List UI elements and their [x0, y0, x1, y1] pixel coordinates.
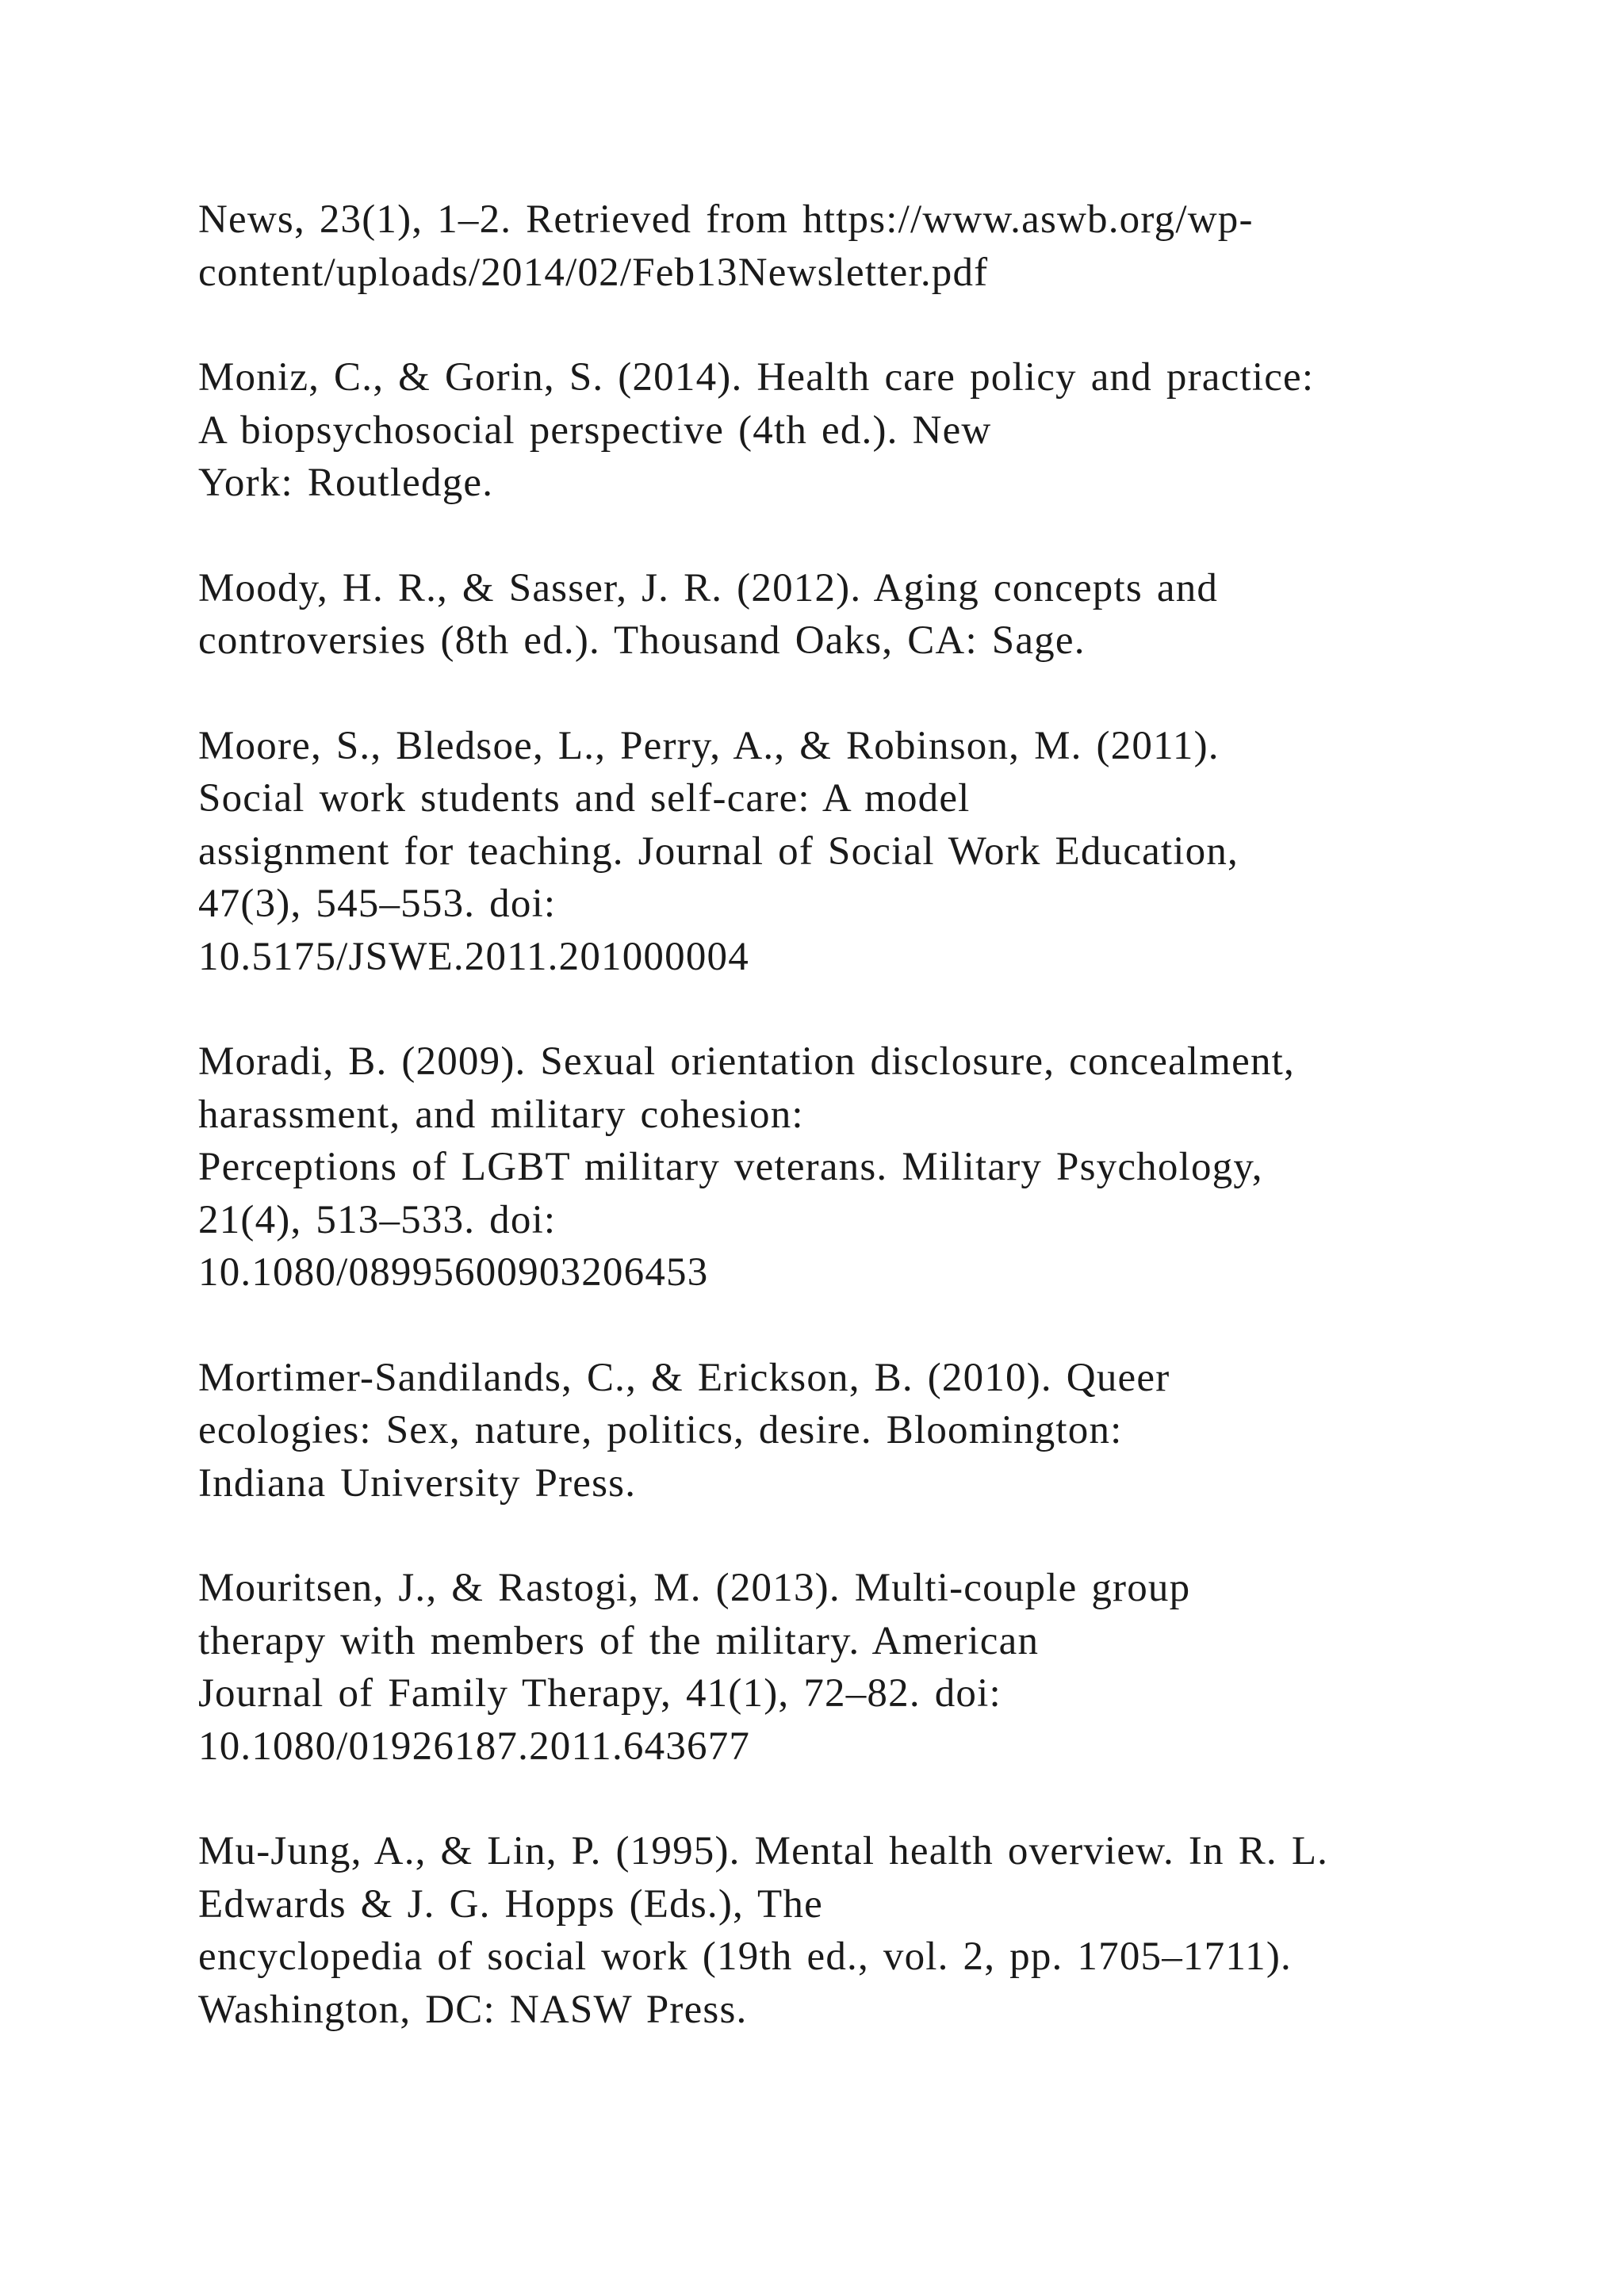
reference-line: Journal of Family Therapy, 41(1), 72–82. doi: — [198, 1671, 1002, 1716]
reference-line: encyclopedia of social work (19th ed., vol. 2, pp. 1705–1711). — [198, 1934, 1292, 1979]
reference-entry — [198, 1562, 1546, 1773]
reference-entry — [198, 193, 1546, 299]
reference-entry — [198, 720, 1546, 984]
reference-line: 47(3), 545–553. doi: — [198, 882, 557, 926]
reference-line: Social work students and self-care: A model — [198, 776, 971, 821]
reference-line: News, 23(1), 1–2. Retrieved from https://www.aswb.org/wp- — [198, 197, 1254, 242]
reference-line: Indiana University Press. — [198, 1460, 637, 1506]
reference-line: Moradi, B. (2009). Sexual orientation disclosure, concealment, — [198, 1039, 1295, 1084]
reference-line: Washington, DC: NASW Press. — [198, 1987, 748, 2032]
reference-line: 10.5175/JSWE.2011.201000004 — [198, 934, 749, 979]
reference-line: content/uploads/2014/02/Feb13Newsletter.pdf — [198, 250, 989, 295]
reference-entry — [198, 351, 1546, 510]
reference-line: 10.1080/01926187.2011.643677 — [198, 1724, 751, 1769]
reference-entry — [198, 1035, 1546, 1299]
reference-line: York: Routledge. — [198, 461, 494, 505]
reference-line: harassment, and military cohesion: — [198, 1092, 804, 1137]
reference-line: Mu-Jung, A., & Lin, P. (1995). Mental health overview. In R. L. — [198, 1829, 1329, 1873]
reference-line: Perceptions of LGBT military veterans. Military Psychology, — [198, 1145, 1263, 1189]
reference-entry — [198, 1825, 1546, 2036]
reference-line: assignment for teaching. Journal of Social Work Education, — [198, 828, 1239, 874]
reference-line: therapy with members of the military. American — [198, 1618, 1040, 1663]
reference-line: controversies (8th ed.). Thousand Oaks, CA: Sage. — [198, 618, 1086, 663]
reference-line: Moody, H. R., & Sasser, J. R. (2012). Aging concepts and — [198, 565, 1219, 610]
reference-line: Moore, S., Bledsoe, L., Perry, A., & Robinson, M. (2011). — [198, 723, 1220, 768]
reference-line: 21(4), 513–533. doi: — [198, 1197, 557, 1242]
reference-list — [198, 193, 1546, 2088]
reference-line: Moniz, C., & Gorin, S. (2014). Health care policy and practice: — [198, 355, 1315, 400]
reference-line: 10.1080/08995600903206453 — [198, 1250, 709, 1295]
reference-line: Mouritsen, J., & Rastogi, M. (2013). Multi-couple group — [198, 1566, 1191, 1610]
reference-line: Mortimer-Sandilands, C., & Erickson, B. (2010). Queer — [198, 1355, 1170, 1400]
reference-line: ecologies: Sex, nature, politics, desire. Bloomington: — [198, 1408, 1123, 1452]
reference-line: Edwards & J. G. Hopps (Eds.), The — [198, 1881, 823, 1927]
reference-entry — [198, 1352, 1546, 1510]
reference-entry — [198, 562, 1546, 668]
reference-line: A biopsychosocial perspective (4th ed.). New — [198, 408, 992, 453]
